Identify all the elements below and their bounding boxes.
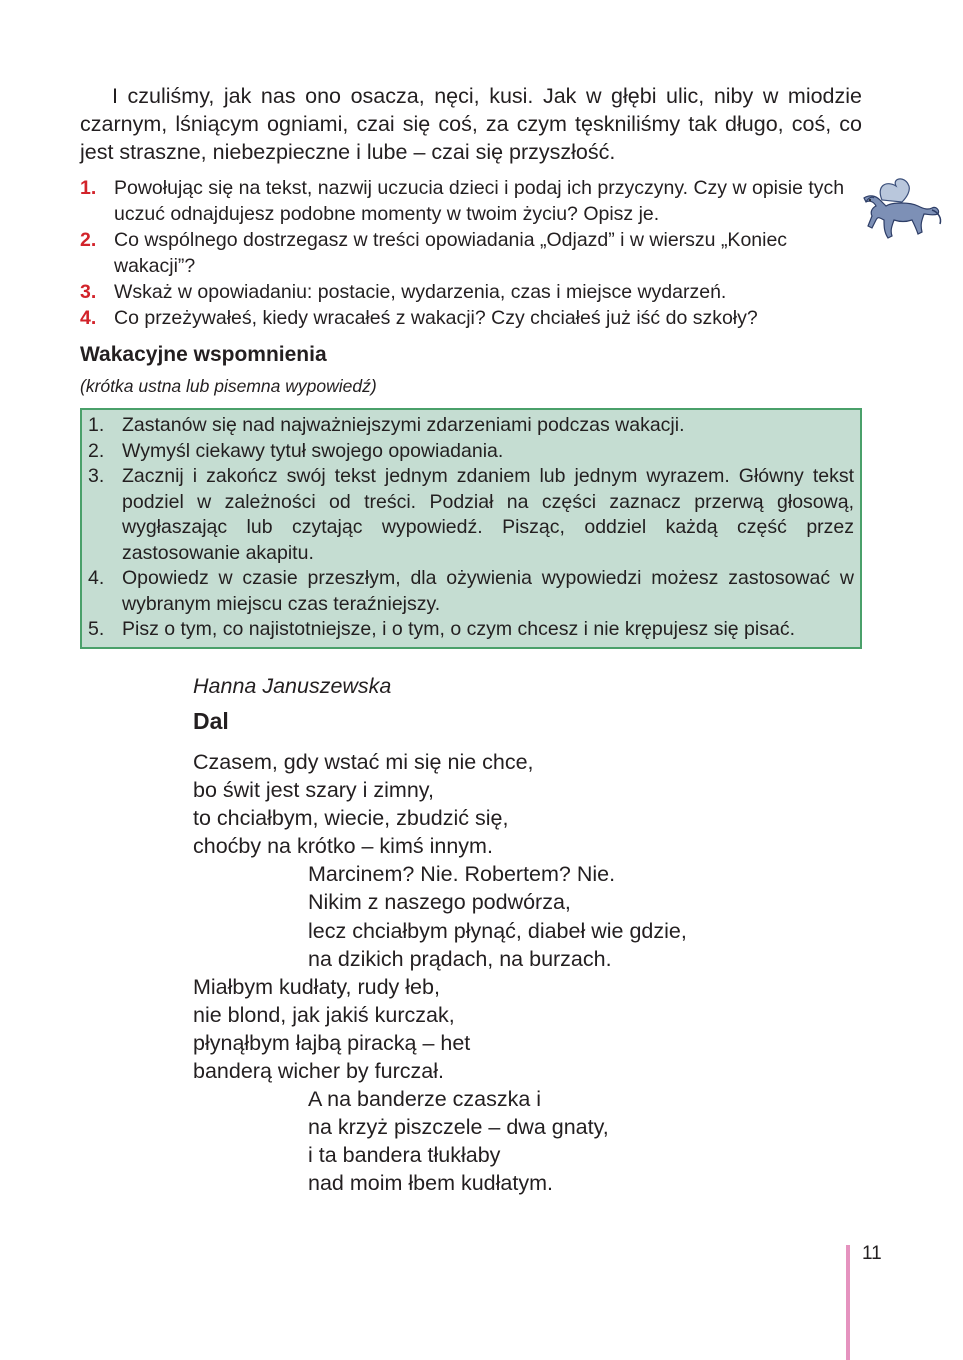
- intro-paragraph: I czuliśmy, jak nas ono osacza, nęci, kusi. Jak w głębi ulic, niby w miodzie czarnym, lśniącym ogniami, czai się coś, za czym tęskniliśmy tak długo, coś, co jest straszne, niebezpieczne i lube – czai się przyszłość.: [80, 84, 862, 164]
- writing-tips-box: [80, 408, 862, 649]
- poem-line: na dzikich prądach, na burzach.: [308, 946, 612, 971]
- question-number: 3.: [80, 281, 97, 303]
- section-title: Wakacyjne wspomnienia: [80, 343, 327, 366]
- poem-line: nad moim łbem kudłatym.: [308, 1171, 553, 1196]
- question-number: 4.: [80, 307, 97, 329]
- poem-line: to chciałbym, wiecie, zbudzić się,: [193, 806, 509, 831]
- poem-line: i ta bandera tłukłaby: [308, 1143, 501, 1168]
- tip-item: [88, 413, 854, 439]
- tip-number: 5.: [88, 618, 105, 640]
- tip-text: Wymyśl ciekawy tytuł swojego opowiadania.: [122, 439, 504, 462]
- tip-number: 2.: [88, 439, 105, 462]
- question-number: 2.: [80, 229, 97, 251]
- tip-number: 1.: [88, 414, 105, 436]
- tip-item: [88, 439, 854, 465]
- page-number: 11: [862, 1243, 882, 1264]
- poem-line: nie blond, jak jakiś kurczak,: [193, 1002, 455, 1027]
- question-item: [80, 305, 862, 331]
- page-margin-rule: [846, 1245, 850, 1360]
- question-text: Powołując się na tekst, nazwij uczucia dzieci i podaj ich przyczyny. Czy w opisie tych uczuć odnajdujesz podobne momenty w twoim życiu? Opisz je.: [114, 177, 845, 225]
- poem-line: lecz chciałbym płynąć, diabeł wie gdzie,: [308, 918, 687, 943]
- poem-line: Marcinem? Nie. Robertem? Nie.: [308, 862, 616, 887]
- tip-item: [88, 566, 854, 617]
- poem-line: banderą wicher by furczał.: [193, 1059, 444, 1084]
- tip-text: Opowiedz w czasie przeszłym, dla ożywienia wypowiedzi możesz zastosować w wybranym miejscu czas teraźniejszy.: [122, 567, 854, 615]
- section-subtitle: (krótka ustna lub pisemna wypowiedź): [80, 376, 377, 396]
- question-item: [80, 227, 862, 279]
- tip-item: [88, 617, 854, 643]
- poem-body: [193, 748, 687, 1198]
- tips-list: [88, 413, 854, 643]
- pegasus-icon: [862, 176, 944, 242]
- question-item: [80, 175, 862, 227]
- poem-line: choćby na krótko – kimś innym.: [193, 834, 493, 859]
- question-text: Co przeżywałeś, kiedy wracałeś z wakacji? Czy chciałeś już iść do szkoły?: [114, 307, 758, 329]
- question-item: [80, 279, 862, 305]
- tip-text: Pisz o tym, co najistotniejsze, i o tym, o czym chcesz i nie krępujesz się pisać.: [122, 618, 795, 640]
- question-text: Co wspólnego dostrzegasz w treści opowiadania „Odjazd” i w wierszu „Koniec wakacji”?: [114, 229, 788, 277]
- poem-line: bo świt jest szary i zimny,: [193, 778, 434, 803]
- poem-title: Dal: [193, 708, 229, 734]
- poem-line: A na banderze czaszka i: [308, 1087, 542, 1112]
- poem-line: Nikim z naszego podwórza,: [308, 890, 571, 915]
- poem-line: Miałbym kudłaty, rudy łeb,: [193, 974, 440, 999]
- tip-item: [88, 464, 854, 566]
- tip-number: 4.: [88, 567, 105, 589]
- poem-line: Czasem, gdy wstać mi się nie chce,: [193, 750, 534, 774]
- question-number: 1.: [80, 177, 97, 199]
- tip-text: Zastanów się nad najważniejszymi zdarzeniami podczas wakacji.: [122, 414, 685, 436]
- poem-author: Hanna Januszewska: [193, 674, 392, 698]
- question-text: Wskaż w opowiadaniu: postacie, wydarzenia, czas i miejsce wydarzeń.: [114, 281, 727, 303]
- tip-number: 3.: [88, 465, 105, 487]
- tip-text: Zacznij i zakończ swój tekst jednym zdaniem lub jednym wyrazem. Główny tekst podziel w zależności od treści. Podział na części zaznacz przerwą głosową, wygłaszając lub czytając wypowiedź. Pisząc, oddziel każdą część przez zastosowanie akapitu.: [122, 465, 854, 564]
- poem-line: na krzyż piszczele – dwa gnaty,: [308, 1115, 609, 1140]
- question-list: [80, 175, 862, 331]
- poem-line: płynąłbym łajbą piracką – het: [193, 1030, 471, 1055]
